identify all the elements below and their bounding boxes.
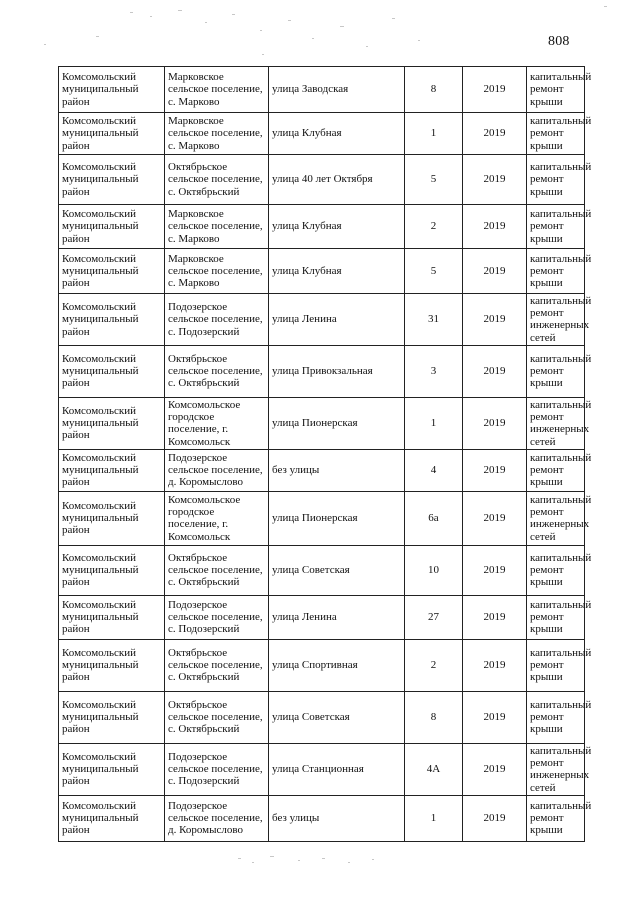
street-cell: улица Пионерская [269, 491, 405, 545]
year-cell: 2019 [463, 491, 527, 545]
district-cell: Комсомольский муниципальный район [59, 249, 165, 294]
house-number-cell: 8 [405, 691, 463, 743]
district-cell: Комсомольский муниципальный район [59, 595, 165, 639]
year-cell: 2019 [463, 205, 527, 249]
street-cell: улица Спортивная [269, 639, 405, 691]
house-number-cell: 4А [405, 743, 463, 795]
table-row [59, 294, 585, 346]
district-cell: Комсомольский муниципальный район [59, 691, 165, 743]
register-table [58, 66, 592, 842]
work-type-cell: капитальный ремонт инженерных сетей [527, 491, 585, 545]
house-number-cell: 3 [405, 345, 463, 397]
work-type-cell: капитальный ремонт крыши [527, 345, 585, 397]
street-cell: улица 40 лет Октября [269, 155, 405, 205]
street-cell: улица Советская [269, 545, 405, 595]
table-row [59, 345, 585, 397]
year-cell: 2019 [463, 249, 527, 294]
house-number-cell: 31 [405, 294, 463, 346]
table-row [59, 691, 585, 743]
table-row [59, 795, 585, 841]
work-type-cell: капитальный ремонт крыши [527, 249, 585, 294]
table-row [59, 639, 585, 691]
work-type-cell: капитальный ремонт инженерных сетей [527, 397, 585, 449]
settlement-cell: Октябрьское сельское поселение, с. Октябрьский [165, 545, 269, 595]
street-cell: улица Заводская [269, 67, 405, 113]
district-cell: Комсомольский муниципальный район [59, 545, 165, 595]
street-cell: улица Пионерская [269, 397, 405, 449]
district-cell: Комсомольский муниципальный район [59, 795, 165, 841]
street-cell: улица Советская [269, 691, 405, 743]
street-cell: без улицы [269, 795, 405, 841]
table-row [59, 743, 585, 795]
street-cell: улица Привокзальная [269, 345, 405, 397]
work-type-cell: капитальный ремонт инженерных сетей [527, 294, 585, 346]
settlement-cell: Комсомольское городское поселение, г. Комсомольск [165, 397, 269, 449]
district-cell: Комсомольский муниципальный район [59, 155, 165, 205]
house-number-cell: 1 [405, 113, 463, 155]
table-row [59, 545, 585, 595]
year-cell: 2019 [463, 691, 527, 743]
table-row [59, 595, 585, 639]
year-cell: 2019 [463, 397, 527, 449]
house-number-cell: 6а [405, 491, 463, 545]
house-number-cell: 1 [405, 397, 463, 449]
settlement-cell: Подозерское сельское поселение, д. Коромыслово [165, 795, 269, 841]
settlement-cell: Комсомольское городское поселение, г. Комсомольск [165, 491, 269, 545]
settlement-cell: Марковское сельское поселение, с. Марково [165, 205, 269, 249]
district-cell: Комсомольский муниципальный район [59, 491, 165, 545]
work-type-cell: капитальный ремонт крыши [527, 691, 585, 743]
settlement-cell: Подозерское сельское поселение, с. Подозерский [165, 595, 269, 639]
year-cell: 2019 [463, 449, 527, 491]
year-cell: 2019 [463, 743, 527, 795]
page-number: 808 [548, 34, 570, 49]
settlement-cell: Марковское сельское поселение, с. Марково [165, 249, 269, 294]
house-number-cell: 4 [405, 449, 463, 491]
house-number-cell: 8 [405, 67, 463, 113]
work-type-cell: капитальный ремонт крыши [527, 205, 585, 249]
street-cell: улица Клубная [269, 113, 405, 155]
district-cell: Комсомольский муниципальный район [59, 294, 165, 346]
district-cell: Комсомольский муниципальный район [59, 345, 165, 397]
district-cell: Комсомольский муниципальный район [59, 743, 165, 795]
year-cell: 2019 [463, 294, 527, 346]
settlement-cell: Октябрьское сельское поселение, с. Октябрьский [165, 155, 269, 205]
year-cell: 2019 [463, 595, 527, 639]
year-cell: 2019 [463, 113, 527, 155]
settlement-cell: Марковское сельское поселение, с. Марково [165, 113, 269, 155]
street-cell: улица Станционная [269, 743, 405, 795]
settlement-cell: Марковское сельское поселение, с. Марково [165, 67, 269, 113]
table-row [59, 397, 585, 449]
year-cell: 2019 [463, 155, 527, 205]
work-type-cell: капитальный ремонт крыши [527, 545, 585, 595]
district-cell: Комсомольский муниципальный район [59, 113, 165, 155]
street-cell: улица Ленина [269, 595, 405, 639]
settlement-cell: Октябрьское сельское поселение, с. Октябрьский [165, 639, 269, 691]
settlement-cell: Октябрьское сельское поселение, с. Октябрьский [165, 345, 269, 397]
district-cell: Комсомольский муниципальный район [59, 67, 165, 113]
year-cell: 2019 [463, 67, 527, 113]
table-row [59, 249, 585, 294]
house-number-cell: 5 [405, 155, 463, 205]
street-cell: улица Клубная [269, 205, 405, 249]
work-type-cell: капитальный ремонт крыши [527, 449, 585, 491]
work-type-cell: капитальный ремонт крыши [527, 639, 585, 691]
district-cell: Комсомольский муниципальный район [59, 639, 165, 691]
table-row [59, 491, 585, 545]
table-row [59, 113, 585, 155]
house-number-cell: 2 [405, 205, 463, 249]
settlement-cell: Подозерское сельское поселение, с. Подозерский [165, 743, 269, 795]
year-cell: 2019 [463, 345, 527, 397]
table-row [59, 449, 585, 491]
street-cell: улица Ленина [269, 294, 405, 346]
settlement-cell: Октябрьское сельское поселение, с. Октябрьский [165, 691, 269, 743]
table-row [59, 67, 585, 113]
work-type-cell: капитальный ремонт инженерных сетей [527, 743, 585, 795]
table-row [59, 155, 585, 205]
settlement-cell: Подозерское сельское поселение, д. Коромыслово [165, 449, 269, 491]
work-type-cell: капитальный ремонт крыши [527, 113, 585, 155]
register-table-body [59, 67, 592, 842]
settlement-cell: Подозерское сельское поселение, с. Подозерский [165, 294, 269, 346]
house-number-cell: 2 [405, 639, 463, 691]
house-number-cell: 27 [405, 595, 463, 639]
street-cell: без улицы [269, 449, 405, 491]
house-number-cell: 5 [405, 249, 463, 294]
house-number-cell: 10 [405, 545, 463, 595]
district-cell: Комсомольский муниципальный район [59, 449, 165, 491]
house-number-cell: 1 [405, 795, 463, 841]
year-cell: 2019 [463, 545, 527, 595]
work-type-cell: капитальный ремонт крыши [527, 155, 585, 205]
district-cell: Комсомольский муниципальный район [59, 205, 165, 249]
work-type-cell: капитальный ремонт крыши [527, 795, 585, 841]
year-cell: 2019 [463, 795, 527, 841]
district-cell: Комсомольский муниципальный район [59, 397, 165, 449]
street-cell: улица Клубная [269, 249, 405, 294]
work-type-cell: капитальный ремонт крыши [527, 595, 585, 639]
table-row [59, 205, 585, 249]
year-cell: 2019 [463, 639, 527, 691]
work-type-cell: капитальный ремонт крыши [527, 67, 585, 113]
